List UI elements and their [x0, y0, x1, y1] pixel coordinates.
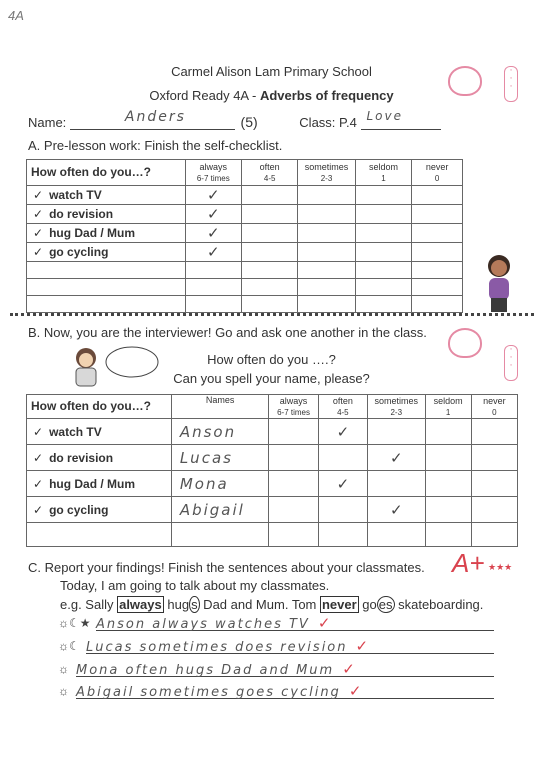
- mark-cell[interactable]: ✓: [368, 497, 426, 523]
- stamp-seal-icon: ◦ ◦ ◦: [504, 66, 518, 102]
- example-adverb-always: always: [119, 597, 162, 612]
- activity-cell: ✓ do revision: [27, 205, 186, 224]
- section-divider: [10, 313, 534, 316]
- check-bullet-icon: ✓: [33, 476, 44, 491]
- school-name: Carmel Alison Lam Primary School: [171, 64, 372, 79]
- col-seldom: seldom 1: [355, 160, 412, 186]
- name-field[interactable]: [70, 109, 235, 130]
- col-sometimes: sometimes 2-3: [368, 395, 426, 419]
- report-intro: Today, I am going to talk about my classmates.: [60, 578, 330, 593]
- name-row: [28, 109, 508, 133]
- name-cell[interactable]: Anson: [171, 419, 269, 445]
- example-suffix-s: s: [191, 597, 198, 612]
- checkbox-cell[interactable]: ✓: [185, 186, 242, 205]
- check-bullet-icon: ✓: [33, 424, 44, 439]
- col-never: never 0: [471, 395, 517, 419]
- bullet-icon: ☼☾★: [58, 616, 91, 630]
- col-never: never 0: [412, 160, 463, 186]
- question-spell-name: Can you spell your name, please?: [173, 371, 370, 386]
- correct-tick-icon: ✓: [355, 638, 369, 655]
- activity-label: go cycling: [49, 502, 109, 517]
- table-row: [27, 243, 463, 262]
- correct-tick-icon: ✓: [342, 661, 355, 678]
- col-always: always 6-7 times: [185, 160, 242, 186]
- activity-cell: ✓ go cycling: [27, 243, 186, 262]
- name-cell[interactable]: Mona: [171, 471, 269, 497]
- check-bullet-icon: ✓: [33, 188, 44, 202]
- activity-cell: ✓ hug Dad / Mum: [27, 224, 186, 243]
- class-number: (5): [240, 114, 258, 130]
- section-b-title: B. Now, you are the interviewer! Go and ask one another in the class.: [28, 325, 427, 340]
- table-b-header: How often do you…?: [27, 395, 172, 419]
- bullet-icon: ☼: [58, 662, 69, 676]
- col-names: Names: [171, 395, 269, 419]
- col-often: often 4-5: [242, 160, 298, 186]
- table-row: [27, 296, 463, 313]
- bullet-icon: ☼: [58, 684, 69, 698]
- table-row: [27, 523, 518, 547]
- correct-tick-icon: ✓: [317, 615, 331, 632]
- bullet-icon: ☼☾: [58, 639, 80, 653]
- correct-tick-icon: ✓: [348, 683, 362, 700]
- name-cell[interactable]: Lucas: [171, 445, 269, 471]
- table-row: [27, 205, 463, 224]
- table-row: [27, 224, 463, 243]
- table-row: [27, 262, 463, 279]
- bunny-sticker-icon: [448, 66, 482, 96]
- subtitle-topic: Adverbs of frequency: [259, 88, 394, 103]
- checkbox-cell[interactable]: ✓: [185, 224, 242, 243]
- section-c-title: C. Report your findings! Finish the sentences about your classmates.: [28, 560, 425, 575]
- interview-table: [26, 394, 518, 547]
- col-sometimes: sometimes 2-3: [298, 160, 355, 186]
- table-row: [27, 471, 518, 497]
- activity-label: do revision: [49, 450, 114, 465]
- report-sentence-line[interactable]: Mona often hugs Dad and Mum ✓: [76, 660, 494, 677]
- col-seldom: seldom 1: [425, 395, 471, 419]
- col-always: always 6-7 times: [269, 395, 318, 419]
- check-bullet-icon: ✓: [33, 207, 44, 221]
- name-value: Anders: [124, 109, 186, 125]
- mark-cell[interactable]: ✓: [318, 419, 367, 445]
- example-suffix-es: es: [378, 597, 393, 612]
- check-bullet-icon: ✓: [33, 226, 44, 240]
- report-sentence-line[interactable]: Anson always watches TV ✓: [96, 614, 494, 631]
- grade-stars: ★★★: [488, 562, 513, 572]
- checkbox-cell[interactable]: ✓: [185, 243, 242, 262]
- subtitle-text: Oxford Ready 4A -: [149, 88, 260, 103]
- report-example: e.g. Sally always hug s Dad and Mum. Tom never go es skateboarding.: [60, 597, 484, 612]
- activity-cell: ✓ watch TV: [27, 186, 186, 205]
- table-row: [27, 186, 463, 205]
- activity-label: hug Dad / Mum: [49, 476, 136, 491]
- class-field[interactable]: [361, 109, 441, 130]
- name-label: Name:: [28, 115, 67, 130]
- check-bullet-icon: ✓: [33, 502, 44, 517]
- class-value: Love: [366, 109, 404, 123]
- class-label: Class: P.4: [299, 115, 357, 130]
- activity-label: watch TV: [49, 424, 102, 439]
- grade-mark: A+: [452, 548, 485, 578]
- table-a-header: How often do you…?: [27, 160, 186, 186]
- corner-note: 4A: [8, 8, 24, 23]
- checkbox-cell[interactable]: ✓: [185, 205, 242, 224]
- example-adverb-never: never: [321, 597, 357, 612]
- section-a-title: A. Pre-lesson work: Finish the self-checklist.: [28, 138, 283, 153]
- check-bullet-icon: ✓: [33, 245, 44, 259]
- mark-cell[interactable]: ✓: [368, 445, 426, 471]
- name-cell[interactable]: Abigail: [171, 497, 269, 523]
- table-row: [27, 419, 518, 445]
- question-how-often: How often do you ….?: [207, 352, 336, 367]
- check-bullet-icon: ✓: [33, 450, 44, 465]
- table-row: [27, 445, 518, 471]
- girl-cartoon-icon: [474, 252, 524, 314]
- mark-cell[interactable]: ✓: [318, 471, 367, 497]
- table-row: [27, 497, 518, 523]
- report-sentence-line[interactable]: Lucas sometimes does revision ✓: [86, 637, 494, 654]
- self-checklist-table: [26, 159, 463, 313]
- stamp-seal-icon: ◦ ◦ ◦: [504, 345, 518, 381]
- col-often: often 4-5: [318, 395, 367, 419]
- report-sentence-line[interactable]: Abigail sometimes goes cycling ✓: [76, 682, 494, 699]
- table-row: [27, 279, 463, 296]
